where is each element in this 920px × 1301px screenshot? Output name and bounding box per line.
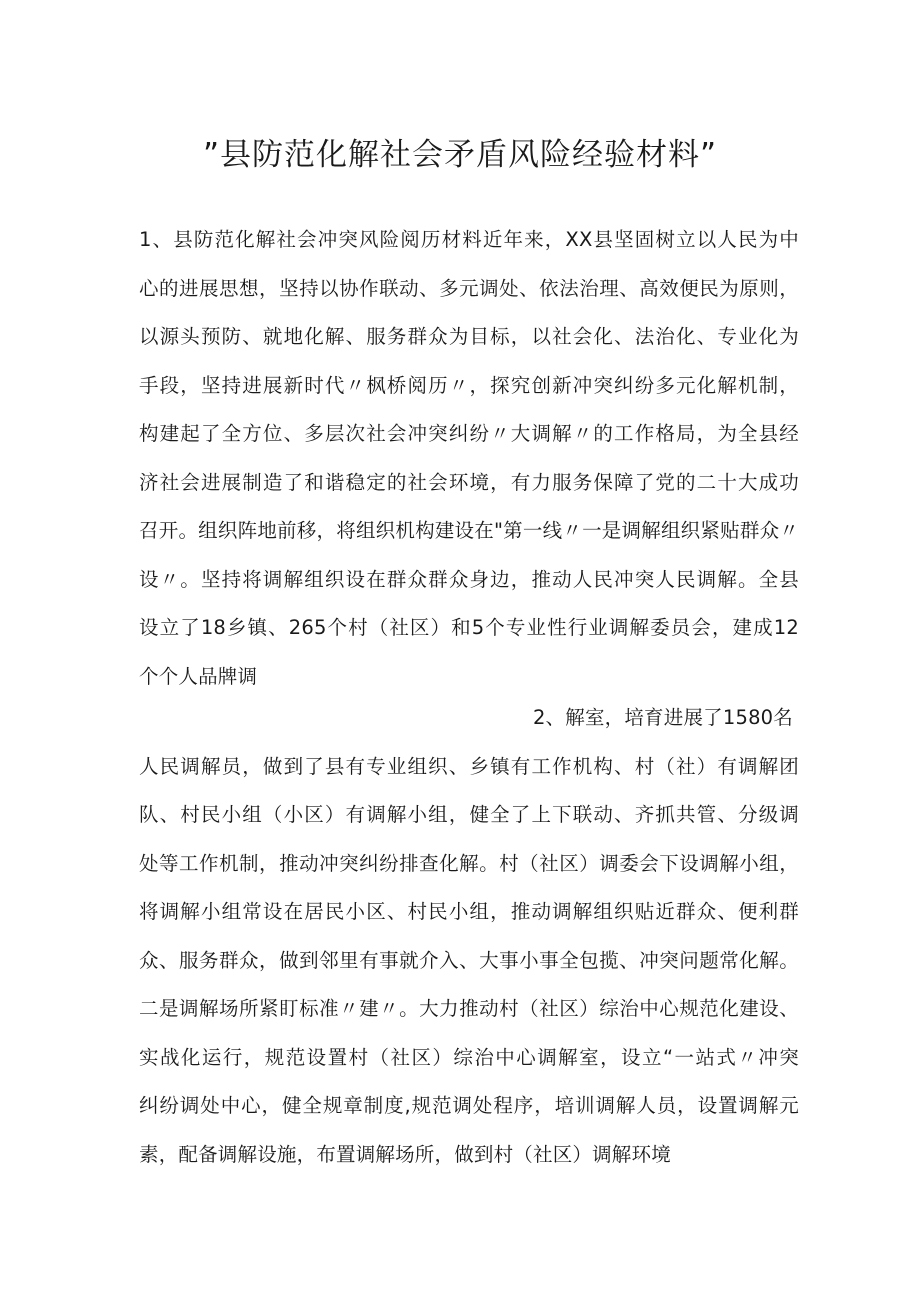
paragraph-line: 素，配备调解设施，布置调解场所，做到村（社区）调解环境	[139, 1142, 671, 1166]
paragraph-line: 个个人品牌调	[139, 664, 258, 688]
paragraph-line: 纠纷调处中心，健全规章制度,规范调处程序，培训调解人员，设置调解元	[139, 1094, 799, 1117]
paragraph-line: 设〃。坚持将调解组织设在群众群众身边，推动人民冲突人民调解。全县	[139, 567, 799, 591]
paragraph-line: 心的进展思想，坚持以协作联动、多元调处、依法治理、高效便民为原则，	[139, 276, 799, 300]
paragraph-line: 处等工作机制，推动冲突纠纷排查化解。村（社区）调委会下设调解小组，	[139, 851, 799, 875]
paragraph-line: 将调解小组常设在居民小区、村民小组，推动调解组织贴近群众、便利群	[139, 900, 799, 923]
paragraph-line: 手段，坚持进展新时代〃枫桥阅历〃，探究创新冲突纠纷多元化解机制，	[139, 373, 799, 397]
paragraph-line: 以源头预防、就地化解、服务群众为目标，以社会化、法治化、专业化为	[139, 325, 799, 348]
paragraph-line: 济社会进展制造了和谐稳定的社会环境，有力服务保障了党的二十大成功	[139, 470, 799, 494]
paragraph-line: 构建起了全方位、多层次社会冲突纠纷〃大调解〃的工作格局，为全县经	[139, 422, 799, 445]
document-title: ”县防范化解社会矛盾风险经验材料”	[202, 137, 718, 173]
paragraph-line: 2、解室，培育进展了1580名	[532, 706, 793, 729]
paragraph-2	[139, 694, 799, 1179]
paragraph-line: 二是调解场所紧盯标准〃建〃。大力推动村（社区）综治中心规范化建设、	[139, 997, 799, 1020]
paragraph-line: 设立了18乡镇、265个村（社区）和5个专业性行业调解委员会，建成12	[139, 616, 799, 639]
paragraph-1	[139, 216, 799, 701]
paragraph-line: 实战化运行，规范设置村（社区）综治中心调解室，设立“一站式〃冲突	[139, 1045, 799, 1069]
paragraph-line: 队、村民小组（小区）有调解小组，健全了上下联动、齐抓共管、分级调	[139, 803, 799, 826]
paragraph-line: 众、服务群众，做到邻里有事就介入、大事小事全包揽、冲突问题常化解。	[139, 948, 799, 972]
paragraph-line: 人民调解员，做到了县有专业组织、乡镇有工作机构、村（社）有调解团	[139, 754, 799, 778]
paragraph-line: 1、县防范化解社会冲突风险阅历材料近年来，XX县坚固树立以人民为中	[139, 228, 799, 251]
paragraph-line: 召开。组织阵地前移，将组织机构建设在"第一线〃一是调解组织紧贴群众〃	[139, 519, 799, 542]
